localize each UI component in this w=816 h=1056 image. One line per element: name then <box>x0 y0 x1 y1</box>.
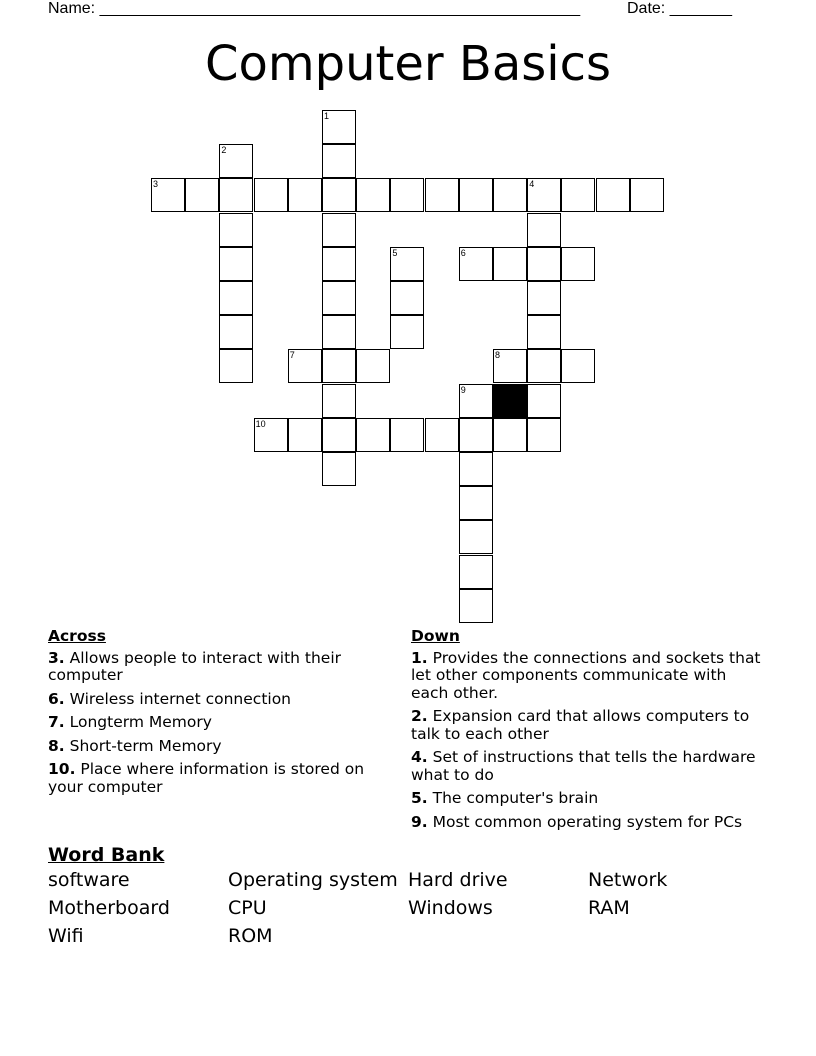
clue-number: 3 <box>153 179 159 190</box>
clue-number: 3. <box>48 648 65 667</box>
grid-cell[interactable] <box>459 247 493 281</box>
clue-text: Longterm Memory <box>64 713 212 731</box>
grid-cell[interactable] <box>527 349 561 383</box>
clue-text: Expansion card that allows computers to talk to each other <box>411 707 750 743</box>
clue-number: 9 <box>460 384 466 395</box>
clue-number: 6 <box>460 247 466 258</box>
clue-number: 10 <box>255 418 266 429</box>
down-clue <box>411 749 761 784</box>
clue-text: Wireless internet connection <box>64 689 292 708</box>
clue-number: 5. <box>411 789 428 807</box>
clue-number: 7 <box>289 350 295 361</box>
across-clue <box>48 650 388 685</box>
clue-number: 2. <box>411 707 428 725</box>
word-bank-item: software <box>48 869 130 891</box>
grid-cell[interactable] <box>425 418 459 452</box>
grid-cell[interactable] <box>425 178 459 212</box>
grid-cell[interactable] <box>390 418 424 452</box>
down-clues <box>411 628 761 837</box>
across-heading: Across <box>48 627 106 645</box>
grid-cell[interactable] <box>322 418 356 452</box>
grid-cell[interactable] <box>459 486 493 520</box>
clue-number: 7. <box>48 713 65 731</box>
grid-cell[interactable] <box>561 178 595 212</box>
clue-number: 8. <box>48 736 65 755</box>
grid-cell[interactable] <box>390 247 424 281</box>
grid-cell[interactable] <box>527 384 561 418</box>
clue-number: 4. <box>411 748 428 766</box>
across-clues <box>48 628 388 802</box>
grid-cell[interactable] <box>630 178 664 212</box>
clue-number: 8 <box>495 350 501 361</box>
clue-number: 9. <box>411 812 428 831</box>
clue-text: Most common operating system for PCs <box>427 812 743 831</box>
grid-cell[interactable] <box>561 349 595 383</box>
grid-cell[interactable] <box>459 452 493 486</box>
down-clue <box>411 650 761 703</box>
grid-cell[interactable] <box>288 178 322 212</box>
clue-text: Allows people to interact with their computer <box>48 648 342 684</box>
grid-cell[interactable] <box>390 315 424 349</box>
across-clue <box>48 714 388 732</box>
grid-cell[interactable] <box>254 418 288 452</box>
word-bank-list <box>48 868 768 948</box>
across-clue <box>48 738 388 756</box>
grid-cell[interactable] <box>219 281 253 315</box>
grid-cell[interactable] <box>322 315 356 349</box>
grid-cell[interactable] <box>493 418 527 452</box>
grid-cell[interactable] <box>527 281 561 315</box>
grid-cell[interactable] <box>356 418 390 452</box>
black-cell <box>493 384 527 418</box>
grid-cell[interactable] <box>527 247 561 281</box>
down-clue-list <box>411 650 761 832</box>
grid-cell[interactable] <box>459 178 493 212</box>
grid-cell[interactable] <box>151 178 185 212</box>
clue-number: 2 <box>221 145 227 156</box>
word-bank-item: CPU <box>228 897 267 919</box>
grid-cell[interactable] <box>493 349 527 383</box>
grid-cell[interactable] <box>322 247 356 281</box>
grid-cell[interactable] <box>322 452 356 486</box>
across-clue <box>48 691 388 709</box>
clue-text: The computer's brain <box>427 789 599 807</box>
grid-cell[interactable] <box>527 178 561 212</box>
clue-number: 6. <box>48 689 65 708</box>
grid-cell[interactable] <box>527 315 561 349</box>
grid-cell[interactable] <box>219 247 253 281</box>
grid-cell[interactable] <box>493 178 527 212</box>
grid-cell[interactable] <box>288 349 322 383</box>
word-bank-item: RAM <box>588 897 630 919</box>
name-field[interactable]: Name: ______________________________________________________ <box>48 0 581 17</box>
clue-text: Set of instructions that tells the hardware what to do <box>411 748 756 784</box>
grid-cell[interactable] <box>219 315 253 349</box>
down-heading: Down <box>411 627 460 645</box>
grid-cell[interactable] <box>219 349 253 383</box>
down-clue <box>411 790 761 808</box>
grid-cell[interactable] <box>322 384 356 418</box>
grid-cell[interactable] <box>219 178 253 212</box>
grid-cell[interactable] <box>459 555 493 589</box>
grid-cell[interactable] <box>356 349 390 383</box>
word-bank-item: ROM <box>228 925 273 947</box>
grid-cell[interactable] <box>219 144 253 178</box>
down-clue <box>411 814 761 832</box>
clue-number: 5 <box>392 247 398 258</box>
grid-cell[interactable] <box>322 178 356 212</box>
grid-cell[interactable] <box>322 349 356 383</box>
grid-cell[interactable] <box>596 178 630 212</box>
clue-number: 4 <box>529 179 535 190</box>
grid-cell[interactable] <box>390 281 424 315</box>
word-bank-heading: Word Bank <box>48 844 165 866</box>
page-title: Computer Basics <box>205 36 611 92</box>
grid-cell[interactable] <box>390 178 424 212</box>
grid-cell[interactable] <box>322 144 356 178</box>
grid-cell[interactable] <box>459 418 493 452</box>
grid-cell[interactable] <box>288 418 322 452</box>
word-bank <box>48 844 768 948</box>
word-bank-item: Network <box>588 869 668 891</box>
grid-cell[interactable] <box>527 418 561 452</box>
word-bank-item: Hard drive <box>408 869 508 891</box>
word-bank-item: Motherboard <box>48 897 170 919</box>
clue-number: 1. <box>411 648 428 667</box>
clue-number: 1 <box>324 111 330 121</box>
grid-cell[interactable] <box>322 110 356 144</box>
across-clue <box>48 761 388 796</box>
grid-cell[interactable] <box>459 384 493 418</box>
grid-cell[interactable] <box>219 213 253 247</box>
grid-cell[interactable] <box>459 589 493 623</box>
grid-cell[interactable] <box>185 178 219 212</box>
grid-cell[interactable] <box>493 247 527 281</box>
clue-text: Place where information is stored on your computer <box>48 760 365 796</box>
across-clue-list <box>48 650 388 797</box>
down-clue <box>411 708 761 743</box>
clue-text: Provides the connections and sockets that let other components communicate with each other. <box>411 648 761 702</box>
word-bank-item: Operating system <box>228 869 398 891</box>
grid-cell[interactable] <box>561 247 595 281</box>
word-bank-item: Windows <box>408 897 493 919</box>
grid-cell[interactable] <box>356 178 390 212</box>
clue-text: Short-term Memory <box>64 736 222 755</box>
grid-cell[interactable] <box>254 178 288 212</box>
grid-cell[interactable] <box>459 520 493 554</box>
grid-cell[interactable] <box>322 281 356 315</box>
grid-cell[interactable] <box>527 213 561 247</box>
grid-cell[interactable] <box>322 213 356 247</box>
date-field[interactable]: Date: _______ <box>627 0 732 17</box>
clue-number: 10. <box>48 760 76 778</box>
word-bank-item: Wifi <box>48 925 84 947</box>
